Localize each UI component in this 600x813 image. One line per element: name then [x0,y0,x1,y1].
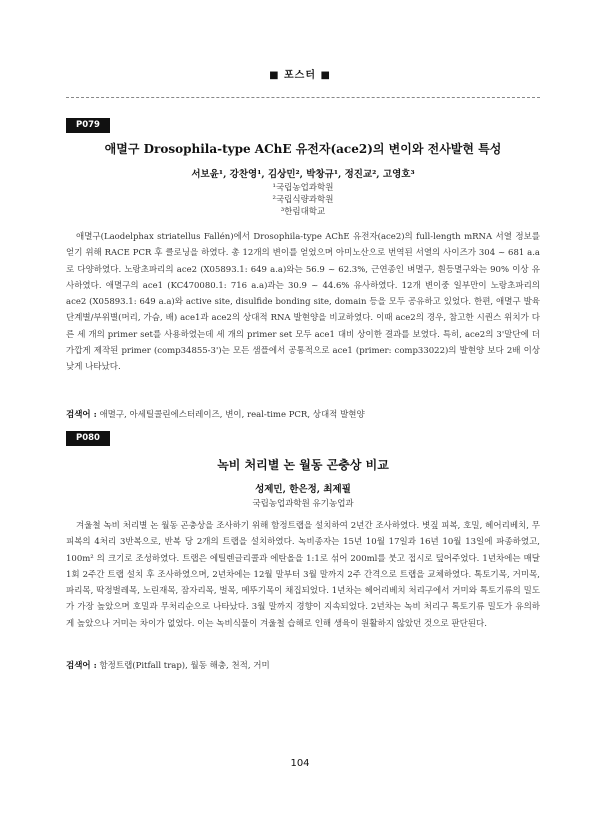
affiliation-line: 국립농업과학원 유기농업과 [252,499,354,509]
poster-title: 녹비 처리별 논 월동 곤충상 비교 [217,458,389,472]
poster-code-badge: P080 [66,431,110,446]
affiliation-line: ³한림대학교 [280,207,326,217]
poster-affiliations [66,498,540,510]
keywords-label: 검색어 : [66,661,97,671]
poster-code-badge: P079 [66,118,110,133]
page-number: 104 [290,758,310,769]
keywords-text: 애멸구, 아세틸콜린에스터레이즈, 변이, real-time PCR, 상대적 발현양 [99,410,365,420]
affiliation-line: ¹국립농업과학원 [272,183,334,193]
keywords-text: 함정트랩(Pitfall trap), 월동 해충, 천적, 거미 [99,661,270,671]
section-header: ■ 포스터 ■ [269,70,331,81]
poster-abstract: 겨울철 녹비 처리별 논 월동 곤충상을 조사하기 위해 함정트랩을 설치하여 2년간 조사하였다. 볏짚 피복, 호밀, 헤어리베치, 무피복의 4처리 3반복으로, 반복 당 2개의 트랩을 설치하였다. 녹비종자는 15년 10월 17일과 16년 10월 13일에 파종하였고, 100m² 의 크기로 조성하였다. 트랩은 에틸렌글리콜과 에탄올을 1:1로 섞어 200ml를 붓고 접시로 덮어주었다. 1년차에는 매달 1회 2주간 트랩 설치 후 조사하였으며, 2년차에는 12월 말부터 3월 말까지 2주 간격으로 트랩을 교체하였다. 톡토기목, 거미목, 파리목, 딱정벌레목, 노린재목, 잠자리목, 벌목, 메뚜기목이 채집되었다. 1년차는 헤어리베치 처리구에서 거미와 톡토기류의 밀도가 가장 높았으며 호밀과 무처리순으로 나타났다. 3월 말까지 경향이 지속되었다. 2년차는 녹비 처리구 톡토기류 밀도가 유의하게 높았으나 거미는 차이가 없었다. 이는 녹비식물이 겨울철 습해로 인해 생육이 원활하지 않았던 것으로 판단된다. [66,521,540,629]
poster-keywords [66,659,540,671]
header-divider [66,97,540,98]
poster-abstract: 애멸구(Laodelphax striatellus Fallén)에서 Drosophila-type AChE 유전자(ace2)의 full-length mRNA 서열 정보를 얻기 위해 RACE PCR 후 클로닝을 하였다. 총 12개의 변이를 얻었으며 아미노산으로 번역된 서열의 사이즈가 304 ~ 681 a.a로 다양하였다. 노랑초파리의 ace2 (X05893.1: 649 a.a)와는 56.9 ~ 62.3%, 근연종인 벼멸구, 흰등멸구와는 90% 이상 유사하였다. 애멸구의 ace1 (KC470080.1: 716 a.a)과는 30.9 ~ 44.6% 유사하였다. 12개 변이중 일부만이 노랑초파리의 ace2 (X05893.1: 649 a.a)와 active site, disulfide bonding site, domain 등을 모두 공유하고 있었다. 한편, 애멸구 발육단계별/부위별(머리, 가슴, 배) ace1과 ace2의 상대적 RNA 발현양을 비교하였다. 이때 ace2의 경우, 참고한 시퀀스 위치가 다른 세 개의 primer set를 사용하였는데 세 개의 primer set 모두 ace1 대비 상이한 결과를 보였다. 특히, ace2의 3'말단에 더 가깝게 제작된 primer (comp34855-3')는 모든 샘플에서 공통적으로 ace1 (primer: comp33022)의 발현양 보다 2배 이상 낮게 나타났다. [66,232,540,373]
poster-title: 애멸구 Drosophila-type AChE 유전자(ace2)의 변이와 전사발현 특성 [104,142,502,156]
poster-affiliations [66,182,540,218]
poster-authors: 서보윤¹, 강찬영¹, 김상민², 박창규¹, 정진교², 고영호³ [191,169,415,180]
poster-authors: 성제민, 한은정, 최제필 [255,484,351,495]
affiliation-line: ²국립식량과학원 [272,195,334,205]
keywords-label: 검색어 : [66,410,97,420]
poster-keywords [66,408,540,420]
